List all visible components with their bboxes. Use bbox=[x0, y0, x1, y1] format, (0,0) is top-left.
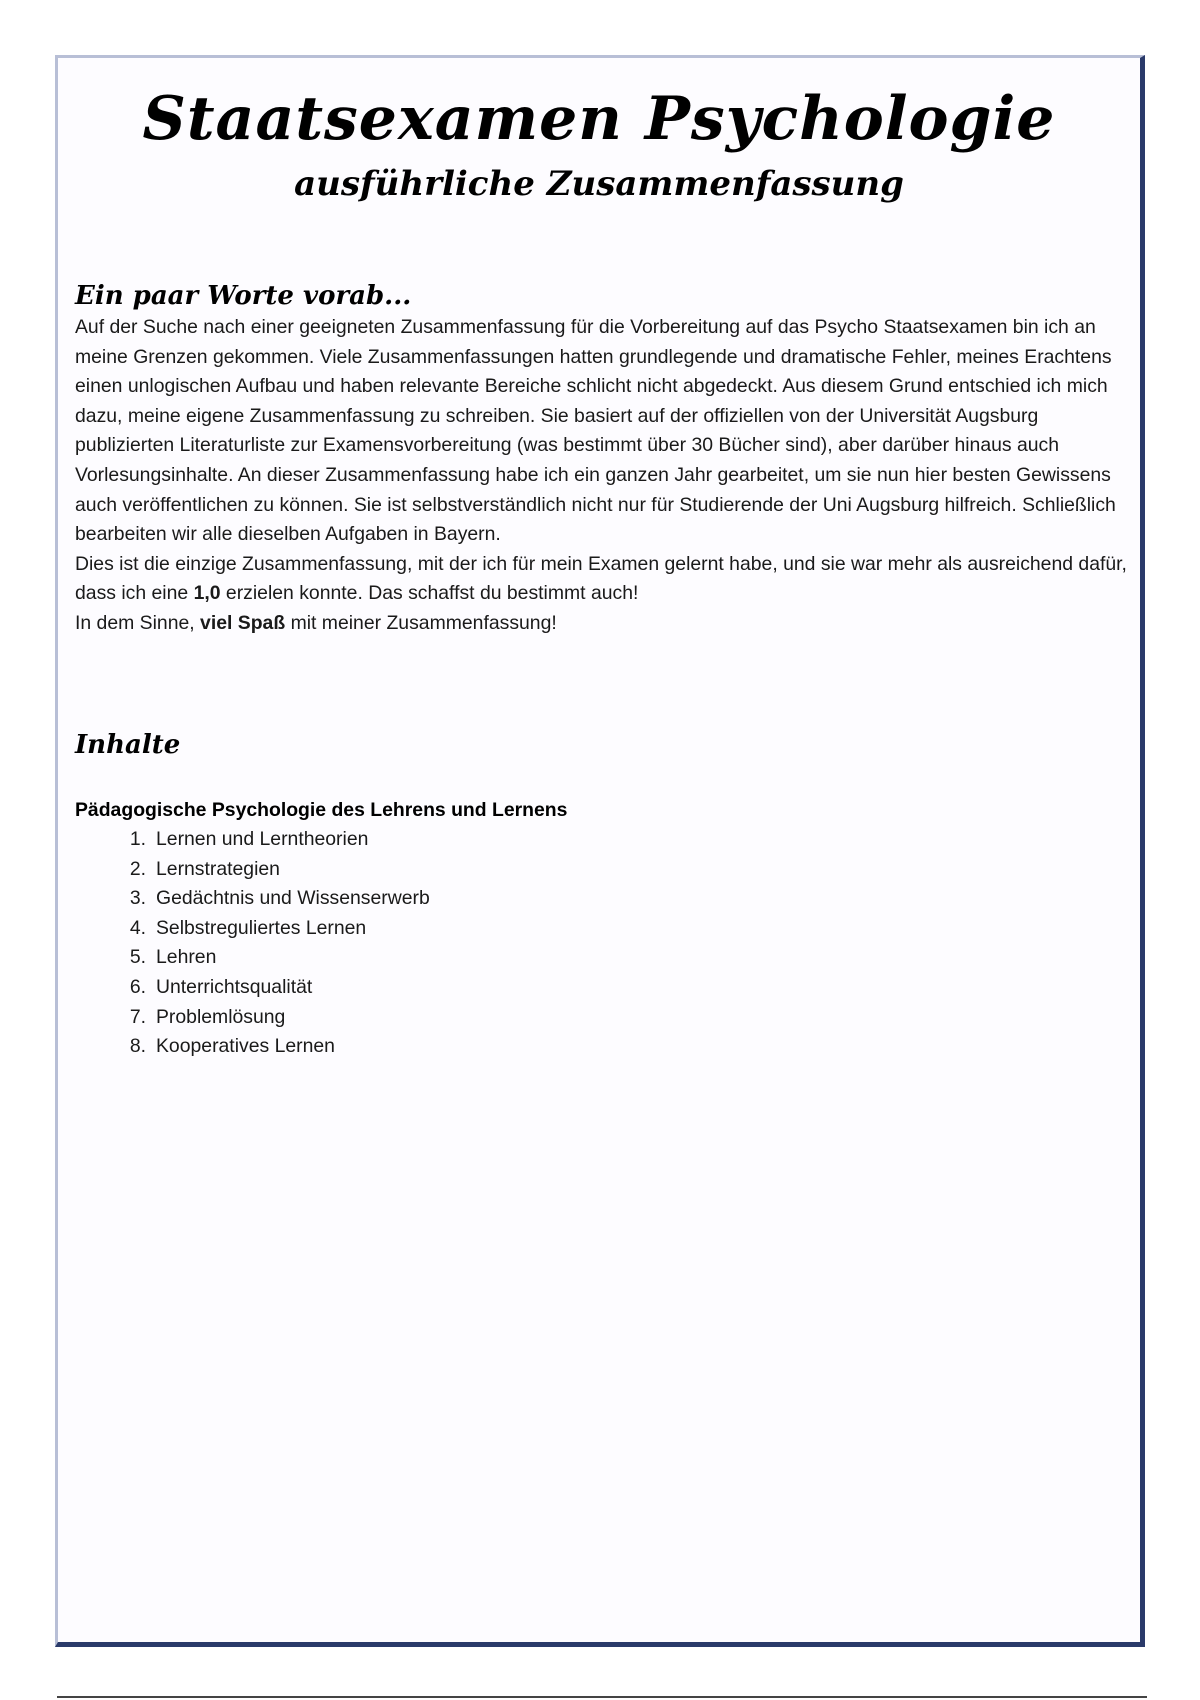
page-frame bbox=[55, 55, 1145, 1647]
toc-item-label: Lernstrategien bbox=[156, 857, 280, 880]
intro-paragraph-3-end: mit meiner Zusammenfassung! bbox=[285, 611, 557, 634]
toc-item-number: 6. bbox=[129, 975, 146, 998]
toc-item bbox=[75, 1003, 430, 1033]
intro-paragraph-2-end: erzielen konnte. Das schaffst du bestimmt auch! bbox=[220, 582, 639, 605]
fun-emphasis: viel Spaß bbox=[200, 611, 286, 634]
page-bottom-rule bbox=[57, 1696, 1147, 1698]
document-subtitle: ausführliche Zusammenfassung bbox=[294, 164, 904, 204]
toc-item-number: 1. bbox=[129, 828, 146, 850]
toc-item bbox=[75, 825, 430, 855]
toc-group-title: Pädagogische Psychologie des Lehrens und Lernens bbox=[75, 799, 568, 821]
toc-item bbox=[75, 855, 430, 885]
toc-item-number: 3. bbox=[129, 887, 146, 910]
toc-item-label: Lernen und Lerntheorien bbox=[156, 828, 369, 850]
toc-item-label: Gedächtnis und Wissenserwerb bbox=[156, 887, 430, 910]
intro-paragraph-3 bbox=[75, 609, 1135, 639]
contents-heading: Inhalte bbox=[75, 730, 181, 760]
toc-item bbox=[75, 914, 430, 944]
grade-value: 1,0 bbox=[193, 582, 221, 605]
toc-item-label: Selbstreguliertes Lernen bbox=[156, 916, 367, 939]
toc-item-label: Kooperatives Lernen bbox=[156, 1035, 335, 1058]
toc-item-number: 8. bbox=[129, 1035, 146, 1058]
intro-text bbox=[75, 313, 1135, 639]
toc-item bbox=[75, 943, 430, 973]
document-title: Staatsexamen Psychologie bbox=[142, 84, 1056, 154]
intro-paragraph-2 bbox=[75, 550, 1135, 609]
toc-item-number: 2. bbox=[129, 857, 146, 880]
toc-item bbox=[75, 1032, 430, 1062]
toc-item-label: Unterrichtsqualität bbox=[156, 975, 313, 998]
toc-item-number: 7. bbox=[129, 1005, 146, 1028]
intro-heading: Ein paar Worte vorab... bbox=[75, 281, 412, 311]
toc-list bbox=[75, 825, 430, 1062]
toc-item-number: 4. bbox=[129, 916, 146, 939]
intro-paragraph-3-start: In dem Sinne, bbox=[75, 611, 201, 634]
intro-paragraph-1: Auf der Suche nach einer geeigneten Zusammenfassung für die Vorbereitung auf das Psycho Staatsexamen bin ich an meine Grenzen gekommen. Viele Zusammenfassungen hatten grundlegende und dramatische Fehler, meines Erachtens einen unlogischen Aufbau und haben relevante Bereiche schlicht nicht abgedeckt. Aus diesem Grund entschied ich mich dazu, meine eigene Zusammenfassung zu schreiben. Sie basiert auf der offiziellen von der Universität Augsburg publizierten Literaturliste zur Examensvorbereitung (was bestimmt über 30 Bücher sind), aber darüber hinaus auch Vorlesungsinhalte. An dieser Zusammenfassung habe ich ein ganzen Jahr gearbeitet, um sie nun hier besten Gewissens auch veröffentlichen zu können. Sie ist selbstverständlich nicht nur für Studierende der Uni Augsburg hilfreich. Schließlich bearbeiten wir alle dieselben Aufgaben in Bayern. bbox=[75, 316, 1116, 546]
intro-paragraph-2-start: Dies ist die einzige Zusammenfassung, mit der ich für mein Examen gelernt habe, und sie war mehr als ausreichend dafür, dass ich eine bbox=[75, 552, 1127, 605]
toc-item bbox=[75, 884, 430, 914]
toc-item-label: Problemlösung bbox=[156, 1005, 286, 1028]
toc-item bbox=[75, 973, 430, 1003]
toc-item-number: 5. bbox=[129, 946, 146, 969]
toc-item-label: Lehren bbox=[156, 946, 217, 969]
